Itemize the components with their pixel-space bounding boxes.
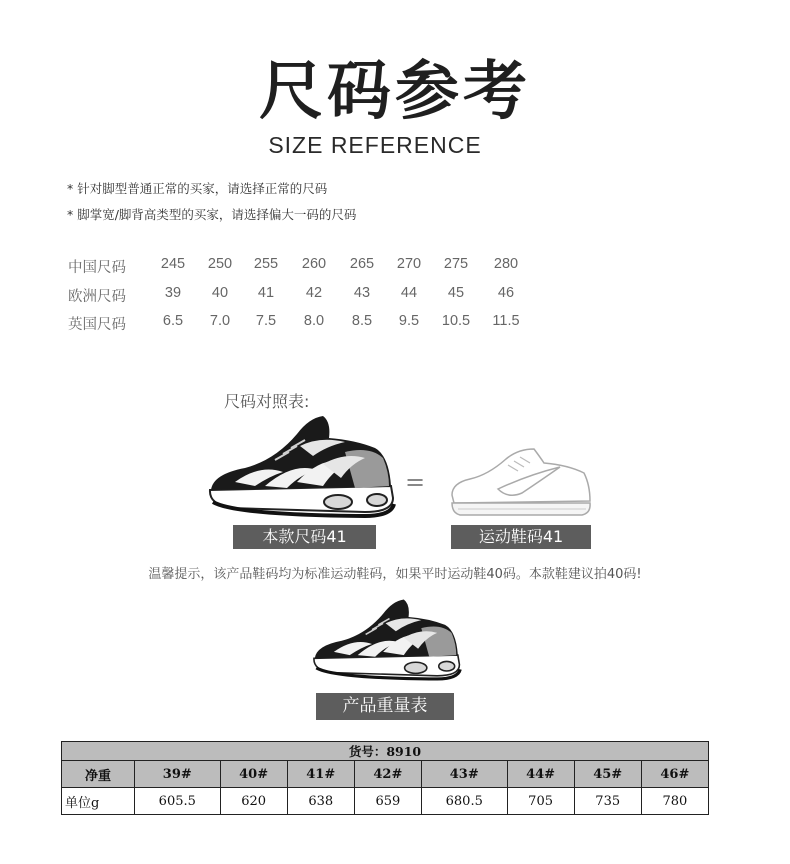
weight-cell: 735 xyxy=(574,788,641,815)
sneaker-size-tag: 运动鞋码41 xyxy=(451,525,591,549)
size-header-cell: 46# xyxy=(641,761,708,788)
size-cell: 9.5 xyxy=(398,313,420,329)
product-shoe-image-2 xyxy=(310,596,465,684)
weight-cell: 659 xyxy=(354,788,421,815)
weight-cell: 680.5 xyxy=(421,788,507,815)
product-shoe-image xyxy=(205,412,400,522)
weight-table xyxy=(61,741,709,815)
size-cell: 280 xyxy=(493,256,519,272)
size-cell: 41 xyxy=(257,285,275,301)
size-cell: 250 xyxy=(207,256,233,272)
weight-cell: 605.5 xyxy=(135,788,221,815)
net-weight-label: 净重 xyxy=(62,761,135,788)
size-cell: 40 xyxy=(211,285,229,301)
size-cell: 46 xyxy=(497,285,515,301)
size-tip: 温馨提示，该产品鞋码均为标准运动鞋码，如果平时运动鞋40码。本款鞋建议拍40码! xyxy=(148,567,642,582)
weight-table-weight-row xyxy=(62,788,709,815)
size-cell: 42 xyxy=(305,285,323,301)
size-cell: 45 xyxy=(447,285,465,301)
page-subtitle: SIZE REFERENCE xyxy=(268,132,482,158)
size-cell: 8.0 xyxy=(303,313,325,329)
weight-cell: 638 xyxy=(287,788,354,815)
weight-cell: 780 xyxy=(641,788,708,815)
size-cell: 255 xyxy=(253,256,279,272)
size-cell: 11.5 xyxy=(492,313,520,329)
size-header-cell: 44# xyxy=(507,761,574,788)
size-cell: 10.5 xyxy=(441,313,471,329)
item-number: 货号：8910 xyxy=(62,742,709,761)
size-cell: 265 xyxy=(349,256,375,272)
size-cell: 43 xyxy=(353,285,371,301)
weight-table-size-row xyxy=(62,761,709,788)
page-title: 尺码参考 xyxy=(259,55,531,129)
size-row-label: 英国尺码 xyxy=(68,317,126,333)
size-header-cell: 39# xyxy=(135,761,221,788)
size-header-cell: 43# xyxy=(421,761,507,788)
size-cell: 8.5 xyxy=(351,313,373,329)
size-header-cell: 45# xyxy=(574,761,641,788)
size-header-cell: 40# xyxy=(220,761,287,788)
size-cell: 6.5 xyxy=(162,313,184,329)
size-cell: 270 xyxy=(396,256,422,272)
size-row-label: 中国尺码 xyxy=(68,260,126,276)
weight-table-tag: 产品重量表 xyxy=(316,693,454,720)
weight-table-header-row xyxy=(62,742,709,761)
comparison-title: 尺码对照表: xyxy=(224,392,310,411)
equal-sign: = xyxy=(405,468,426,496)
weight-cell: 705 xyxy=(507,788,574,815)
size-cell: 44 xyxy=(400,285,418,301)
product-size-tag: 本款尺码41 xyxy=(233,525,376,549)
reference-sneaker-outline xyxy=(448,445,593,520)
size-cell: 245 xyxy=(160,256,186,272)
size-cell: 7.5 xyxy=(255,313,277,329)
weight-cell: 620 xyxy=(220,788,287,815)
size-cell: 7.0 xyxy=(209,313,231,329)
size-row-label: 欧洲尺码 xyxy=(68,289,126,305)
note-normal-feet: * 针对脚型普通正常的买家，请选择正常的尺码 xyxy=(67,181,328,196)
size-cell: 260 xyxy=(301,256,327,272)
unit-label: 单位g xyxy=(62,788,135,815)
size-cell: 39 xyxy=(164,285,182,301)
size-cell: 275 xyxy=(443,256,469,272)
size-header-cell: 42# xyxy=(354,761,421,788)
note-wide-feet: * 脚掌宽/脚背高类型的买家，请选择偏大一码的尺码 xyxy=(67,207,357,222)
size-header-cell: 41# xyxy=(287,761,354,788)
